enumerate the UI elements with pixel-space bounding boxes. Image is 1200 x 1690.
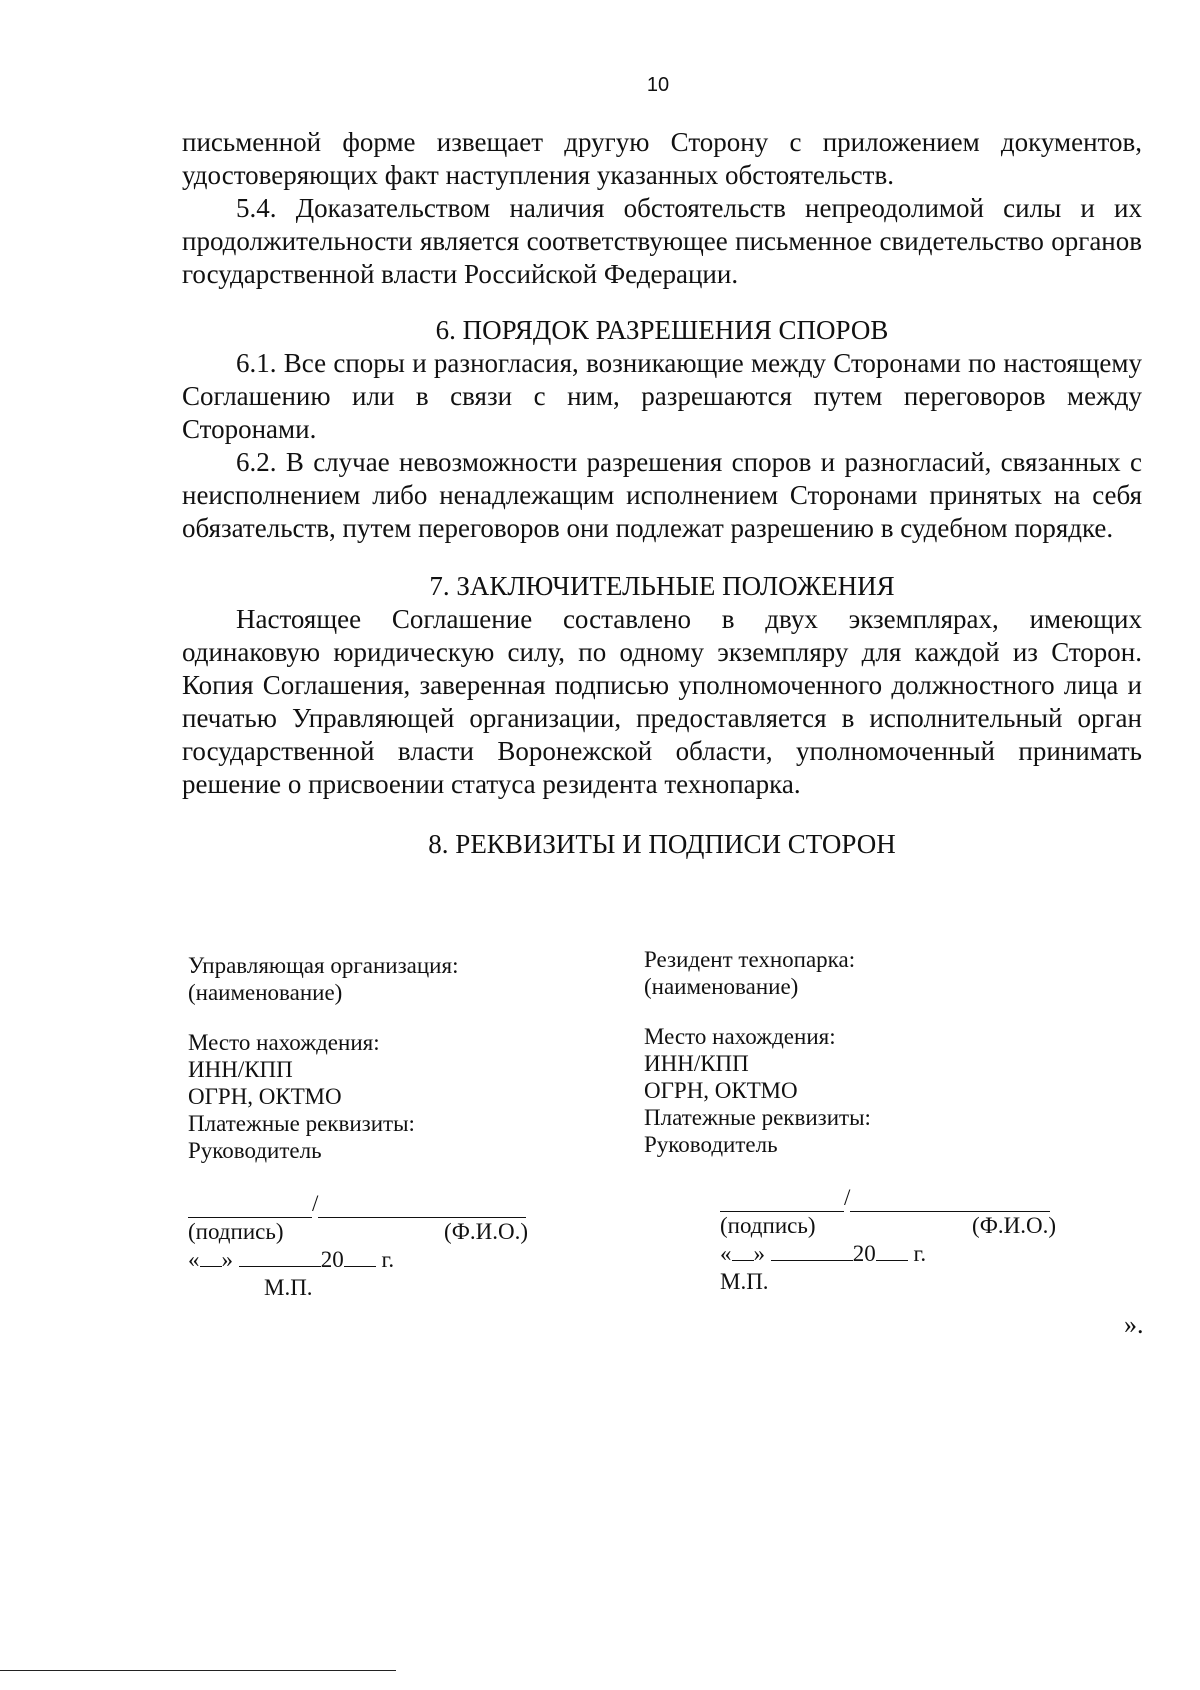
section-6-title: 6. ПОРЯДОК РАЗРЕШЕНИЯ СПОРОВ xyxy=(435,315,889,345)
right-party-ogrn: ОГРН, ОКТМО xyxy=(644,1078,798,1103)
right-month-blank xyxy=(771,1242,853,1261)
right-date-close: » xyxy=(753,1241,765,1266)
right-date-open: « xyxy=(720,1241,732,1266)
left-stamp-mark: М.П. xyxy=(264,1275,313,1300)
left-year-suffix: г. xyxy=(381,1247,395,1272)
left-signature-line xyxy=(188,1191,528,1218)
right-signature-slash: / xyxy=(844,1185,851,1210)
left-year-blank xyxy=(344,1248,376,1267)
right-date-line xyxy=(720,1240,1056,1268)
right-party-name: (наименование) xyxy=(644,974,799,999)
right-party-title: Резидент технопарка: xyxy=(644,947,856,972)
left-party-ogrn: ОГРН, ОКТМО xyxy=(188,1084,342,1109)
right-signature-line xyxy=(720,1185,1056,1212)
left-fio-caption: (Ф.И.О.) xyxy=(444,1219,528,1244)
left-signature-blank xyxy=(188,1195,312,1218)
right-party-payment: Платежные реквизиты: xyxy=(644,1105,871,1130)
paragraph-5-4: 5.4. Доказательством наличия обстоятельств непреодолимой силы и их продолжительности является соответствующее письменное свидетельство органов государственной власти Российской Федерации. xyxy=(182,193,1142,289)
right-fio-blank xyxy=(850,1189,1050,1212)
right-sign-caption: (подпись) xyxy=(720,1213,816,1238)
page-number: 10 xyxy=(646,74,670,96)
left-month-blank xyxy=(239,1248,321,1267)
paragraph-7: Настоящее Соглашение составлено в двух экземплярах, имеющих одинаковую юридическую силу, по одному экземпляру для каждой из Сторон. Копия Соглашения, заверенная подписью уполномоченного должностного лица и печатью Управляющей организации, предоставляется в исполнительный орган государственной власти Воронежской области, уполномоченный принимать решение о присвоении статуса резидента технопарка. xyxy=(182,604,1142,799)
left-party-payment: Платежные реквизиты: xyxy=(188,1111,415,1136)
left-date-open: « xyxy=(188,1247,200,1272)
right-party-requisites xyxy=(644,946,1104,1158)
paragraph-continuation: письменной форме извещает другую Сторону с приложением документов, удостоверяющих факт наступления указанных обстоятельств. xyxy=(182,127,1142,190)
left-date-line xyxy=(188,1246,528,1274)
right-year-blank xyxy=(876,1242,908,1261)
closing-quote-mark: ». xyxy=(1124,1310,1144,1339)
right-day-blank xyxy=(732,1242,754,1261)
left-fio-blank xyxy=(318,1195,526,1218)
right-year-prefix: 20 xyxy=(852,1241,876,1266)
section-8-title: 8. РЕКВИЗИТЫ И ПОДПИСИ СТОРОН xyxy=(428,829,896,859)
left-signature-slash: / xyxy=(312,1191,319,1216)
footer-divider xyxy=(0,1670,396,1671)
left-signature-block xyxy=(188,1191,528,1302)
left-party-head: Руководитель xyxy=(188,1138,322,1163)
section-7-title: 7. ЗАКЛЮЧИТЕЛЬНЫЕ ПОЛОЖЕНИЯ xyxy=(429,571,895,601)
left-party-address: Место нахождения: xyxy=(188,1030,380,1055)
right-year-suffix: г. xyxy=(913,1241,927,1266)
right-signature-block xyxy=(720,1185,1056,1296)
left-party-requisites xyxy=(188,952,648,1164)
left-party-inn: ИНН/КПП xyxy=(188,1057,293,1082)
paragraph-6-2: 6.2. В случае невозможности разрешения споров и разногласий, связанных с неисполнением либо ненадлежащим исполнением Сторонами принятых на себя обязательств, путем переговоров они подлежат разрешению в судебном порядке. xyxy=(182,447,1142,543)
document-body xyxy=(182,126,1142,861)
right-party-address: Место нахождения: xyxy=(644,1024,836,1049)
left-date-close: » xyxy=(221,1247,233,1272)
paragraph-6-1: 6.1. Все споры и разногласия, возникающие между Сторонами по настоящему Соглашению или в связи с ним, разрешаются путем переговоров между Сторонами. xyxy=(182,348,1142,444)
right-stamp-mark: М.П. xyxy=(720,1269,769,1294)
right-party-head: Руководитель xyxy=(644,1132,778,1157)
left-signature-captions xyxy=(188,1218,528,1246)
left-day-blank xyxy=(200,1248,222,1267)
right-party-inn: ИНН/КПП xyxy=(644,1051,749,1076)
left-party-name: (наименование) xyxy=(188,980,343,1005)
left-party-title: Управляющая организация: xyxy=(188,953,459,978)
left-sign-caption: (подпись) xyxy=(188,1219,284,1244)
left-year-prefix: 20 xyxy=(320,1247,344,1272)
right-fio-caption: (Ф.И.О.) xyxy=(972,1213,1056,1238)
right-signature-blank xyxy=(720,1189,844,1212)
right-signature-captions xyxy=(720,1212,1056,1240)
